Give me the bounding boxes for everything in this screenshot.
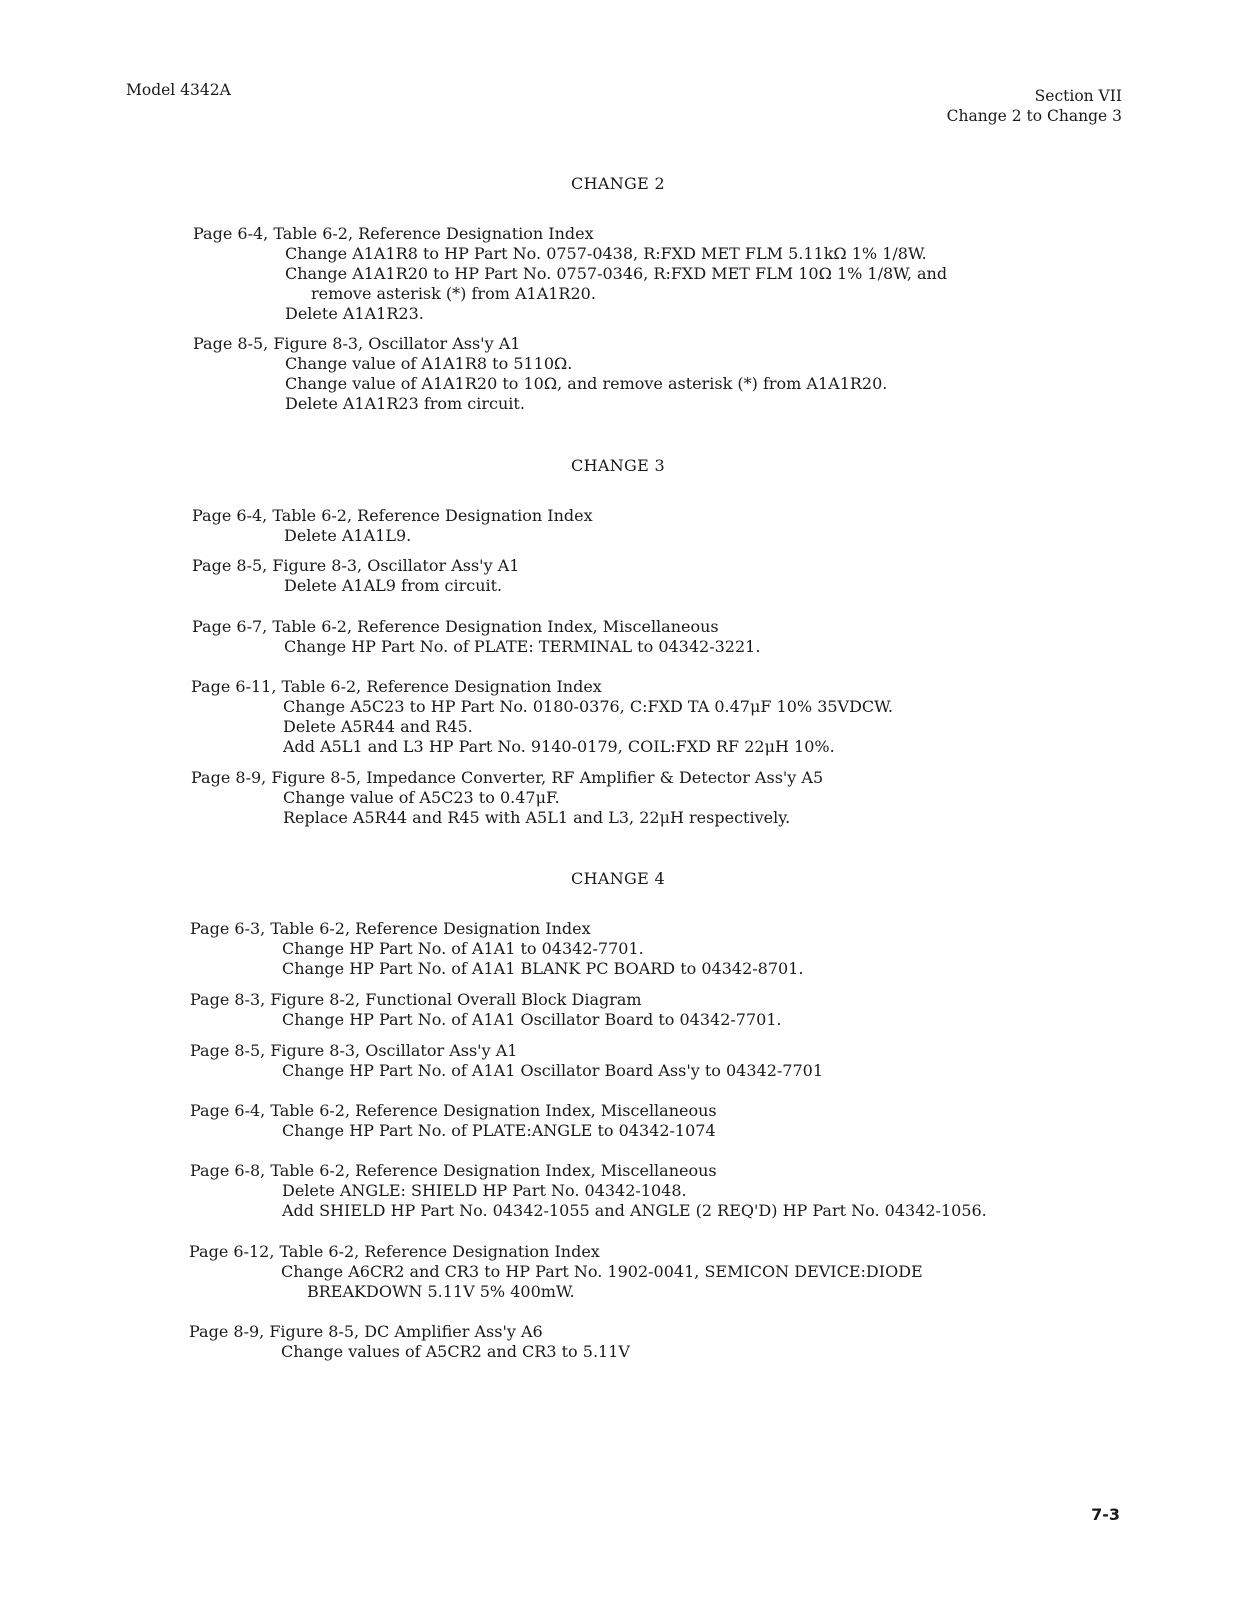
change-2-entry-1 <box>193 224 947 324</box>
change-3-entry-2 <box>192 556 519 596</box>
entry-line: Delete A1AL9 from circuit. <box>284 576 503 595</box>
entry-line: Delete A5R44 and R45. <box>283 717 473 736</box>
entry-line: Change HP Part No. of PLATE: TERMINAL to 04342-3221. <box>284 637 761 656</box>
entry-reference: Page 8-5, Figure 8-3, Oscillator Ass'y A1 <box>190 1041 518 1060</box>
entry-line: Change A1A1R20 to HP Part No. 0757-0346, R:FXD MET FLM 10Ω 1% 1/8W, and <box>285 264 948 283</box>
change-4-entry-1 <box>190 919 803 979</box>
entry-line: Change HP Part No. of A1A1 Oscillator Board to 04342-7701. <box>282 1010 782 1029</box>
change-2-entry-2 <box>193 334 887 414</box>
entry-reference: Page 6-4, Table 6-2, Reference Designation Index <box>192 506 593 525</box>
entry-line: remove asterisk (*) from A1A1R20. <box>311 284 596 303</box>
entry-line: Change A6CR2 and CR3 to HP Part No. 1902-0041, SEMICON DEVICE:DIODE <box>281 1262 923 1281</box>
entry-line: Delete A1A1R23. <box>285 304 424 323</box>
entry-reference: Page 8-5, Figure 8-3, Oscillator Ass'y A1 <box>193 334 521 353</box>
entry-line: BREAKDOWN 5.11V 5% 400mW. <box>307 1282 575 1301</box>
entry-line: Add SHIELD HP Part No. 04342-1055 and ANGLE (2 REQ'D) HP Part No. 04342-1056. <box>282 1201 987 1220</box>
change-4-entry-2 <box>190 990 782 1030</box>
page-number: 7-3 <box>1091 1505 1120 1524</box>
section-label: Section VII <box>1034 87 1122 105</box>
entry-reference: Page 8-9, Figure 8-5, DC Amplifier Ass'y A6 <box>189 1322 543 1341</box>
change-3-entry-1 <box>192 506 593 546</box>
entry-reference: Page 8-5, Figure 8-3, Oscillator Ass'y A1 <box>192 556 520 575</box>
entry-reference: Page 6-3, Table 6-2, Reference Designation Index <box>190 919 591 938</box>
entry-line: Delete A1A1L9. <box>284 526 412 545</box>
entry-line: Change A1A1R8 to HP Part No. 0757-0438, R:FXD MET FLM 5.11kΩ 1% 1/8W. <box>285 244 927 263</box>
entry-line: Change value of A1A1R20 to 10Ω, and remove asterisk (*) from A1A1R20. <box>285 374 888 393</box>
entry-line: Delete ANGLE: SHIELD HP Part No. 04342-1048. <box>282 1181 687 1200</box>
entry-line: Change value of A1A1R8 to 5110Ω. <box>285 354 573 373</box>
change-range-label: Change 2 to Change 3 <box>946 107 1122 125</box>
entry-line: Change HP Part No. of A1A1 to 04342-7701. <box>282 939 644 958</box>
entry-line: Add A5L1 and L3 HP Part No. 9140-0179, COIL:FXD RF 22μH 10%. <box>283 737 835 756</box>
entry-reference: Page 6-4, Table 6-2, Reference Designation Index, Miscellaneous <box>190 1101 717 1120</box>
section-header <box>947 86 1122 126</box>
change-4-entry-4 <box>190 1101 717 1141</box>
change-4-entry-3 <box>190 1041 823 1081</box>
entry-line: Change value of A5C23 to 0.47μF. <box>283 788 560 807</box>
change-4-title: CHANGE 4 <box>571 869 665 888</box>
entry-reference: Page 6-12, Table 6-2, Reference Designation Index <box>189 1242 600 1261</box>
change-3-title: CHANGE 3 <box>571 456 665 475</box>
change-2-title: CHANGE 2 <box>571 174 665 193</box>
entry-reference: Page 8-9, Figure 8-5, Impedance Converter, RF Amplifier & Detector Ass'y A5 <box>191 768 824 787</box>
entry-line: Change HP Part No. of A1A1 BLANK PC BOARD to 04342-8701. <box>282 959 804 978</box>
entry-reference: Page 6-8, Table 6-2, Reference Designation Index, Miscellaneous <box>190 1161 717 1180</box>
change-4-entry-7 <box>189 1322 630 1362</box>
entry-line: Delete A1A1R23 from circuit. <box>285 394 525 413</box>
entry-reference: Page 6-7, Table 6-2, Reference Designation Index, Miscellaneous <box>192 617 719 636</box>
change-3-entry-5 <box>191 768 823 828</box>
entry-line: Change HP Part No. of A1A1 Oscillator Board Ass'y to 04342-7701 <box>282 1061 824 1080</box>
change-4-entry-6 <box>189 1242 923 1302</box>
entry-reference: Page 6-11, Table 6-2, Reference Designation Index <box>191 677 602 696</box>
entry-line: Replace A5R44 and R45 with A5L1 and L3, 22μH respectively. <box>283 808 791 827</box>
entry-line: Change A5C23 to HP Part No. 0180-0376, C:FXD TA 0.47μF 10% 35VDCW. <box>283 697 893 716</box>
model-label: Model 4342A <box>126 81 231 99</box>
entry-reference: Page 6-4, Table 6-2, Reference Designation Index <box>193 224 594 243</box>
change-4-entry-5 <box>190 1161 987 1221</box>
change-3-entry-4 <box>191 677 893 757</box>
entry-line: Change values of A5CR2 and CR3 to 5.11V <box>281 1342 630 1361</box>
entry-reference: Page 8-3, Figure 8-2, Functional Overall Block Diagram <box>190 990 642 1009</box>
change-3-entry-3 <box>192 617 760 657</box>
entry-line: Change HP Part No. of PLATE:ANGLE to 04342-1074 <box>282 1121 716 1140</box>
